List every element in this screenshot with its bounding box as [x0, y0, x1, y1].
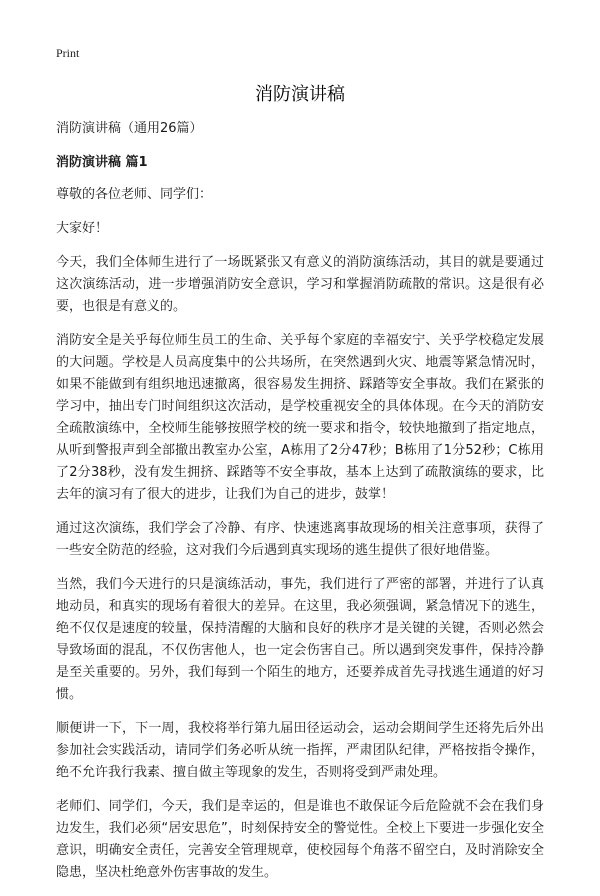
paragraph: 顺便讲一下，下一周，我校将举行第九届田径运动会，运动会期间学生还将先后外出参加社会实践活动，请同学们务必听从统一指挥，严肃团队纪律，严格按指令操作，绝不允许我行我素、擅自做主等现象的发生，否则将受到严肃处理。	[56, 721, 544, 780]
paragraph: 消防安全是关乎每位师生员工的生命、关乎每个家庭的幸福安宁、关乎学校稳定发展的大问题。学校是人员高度集中的公共场所，在突然遇到火灾、地震等紧急情况时，如果不能做到有组织地迅速撤离，很容易发生拥挤、踩踏等安全事故。我们在紧张的学习中，抽出专门时间组织这次活动，是学校重视安全的具体体现。在今天的消防安全疏散演练中，全校师生能够按照学校的统一要求和指令，较快地撤到了指定地点，从听到警报声到全部撤出教室办公室，A栋用了2分47秒；B栋用了1分52秒；C栋用了2分38秒，没有发生拥挤、踩踏等不安全事故，基本上达到了疏散演练的要求，比去年的演习有了很大的进步，让我们为自己的进步，鼓掌！	[56, 333, 544, 502]
document-body	[56, 118, 544, 896]
paragraph: 通过这次演练，我们学会了冷静、有序、快速逃离事故现场的相关注意事项，获得了一些安全防范的经验，这对我们今后遇到真实现场的逃生提供了很好地借鉴。	[56, 521, 544, 558]
paragraph: 当然，我们今天进行的只是演练活动，事先，我们进行了严密的部署，并进行了认真地动员，和真实的现场有着很大的差异。在这里，我必须强调，紧急情况下的逃生，绝不仅仅是速度的较量，保持清醒的大脑和良好的秩序才是关键的关键，否则必然会导致场面的混乱，不仅伤害他人，也一定会伤害自己。所以遇到突发事件，保持冷静是至关重要的。另外，我们每到一个陌生的地方，还要养成首先寻找逃生通道的好习惯。	[56, 577, 544, 702]
print-link[interactable]: Print	[56, 46, 80, 60]
page-title: 消防演讲稿	[255, 84, 345, 105]
paragraph: 今天，我们全体师生进行了一场既紧张又有意义的消防演练活动，其目的就是要通过这次演练活动，进一步增强消防安全意识，学习和掌握消防疏散的常识。这是很有必要，也很是有意义的。	[56, 255, 544, 314]
section-heading: 消防演讲稿 篇1	[56, 155, 148, 170]
salutation: 尊敬的各位老师、同学们：	[56, 187, 213, 202]
document-subtitle: 消防演讲稿（通用26篇）	[56, 121, 203, 136]
paragraph: 老师们、同学们，今天，我们是幸运的，但是谁也不敢保证今后危险就不会在我们身边发生，我们必须“居安思危”，时刻保持安全的警觉性。全校上下要进一步强化安全意识，明确安全责任，完善安全管理规章，使校园每个角落不留空白，及时消除安全隐患，坚决杜绝意外伤害事故的发生。	[56, 799, 544, 880]
greeting: 大家好！	[56, 221, 109, 236]
